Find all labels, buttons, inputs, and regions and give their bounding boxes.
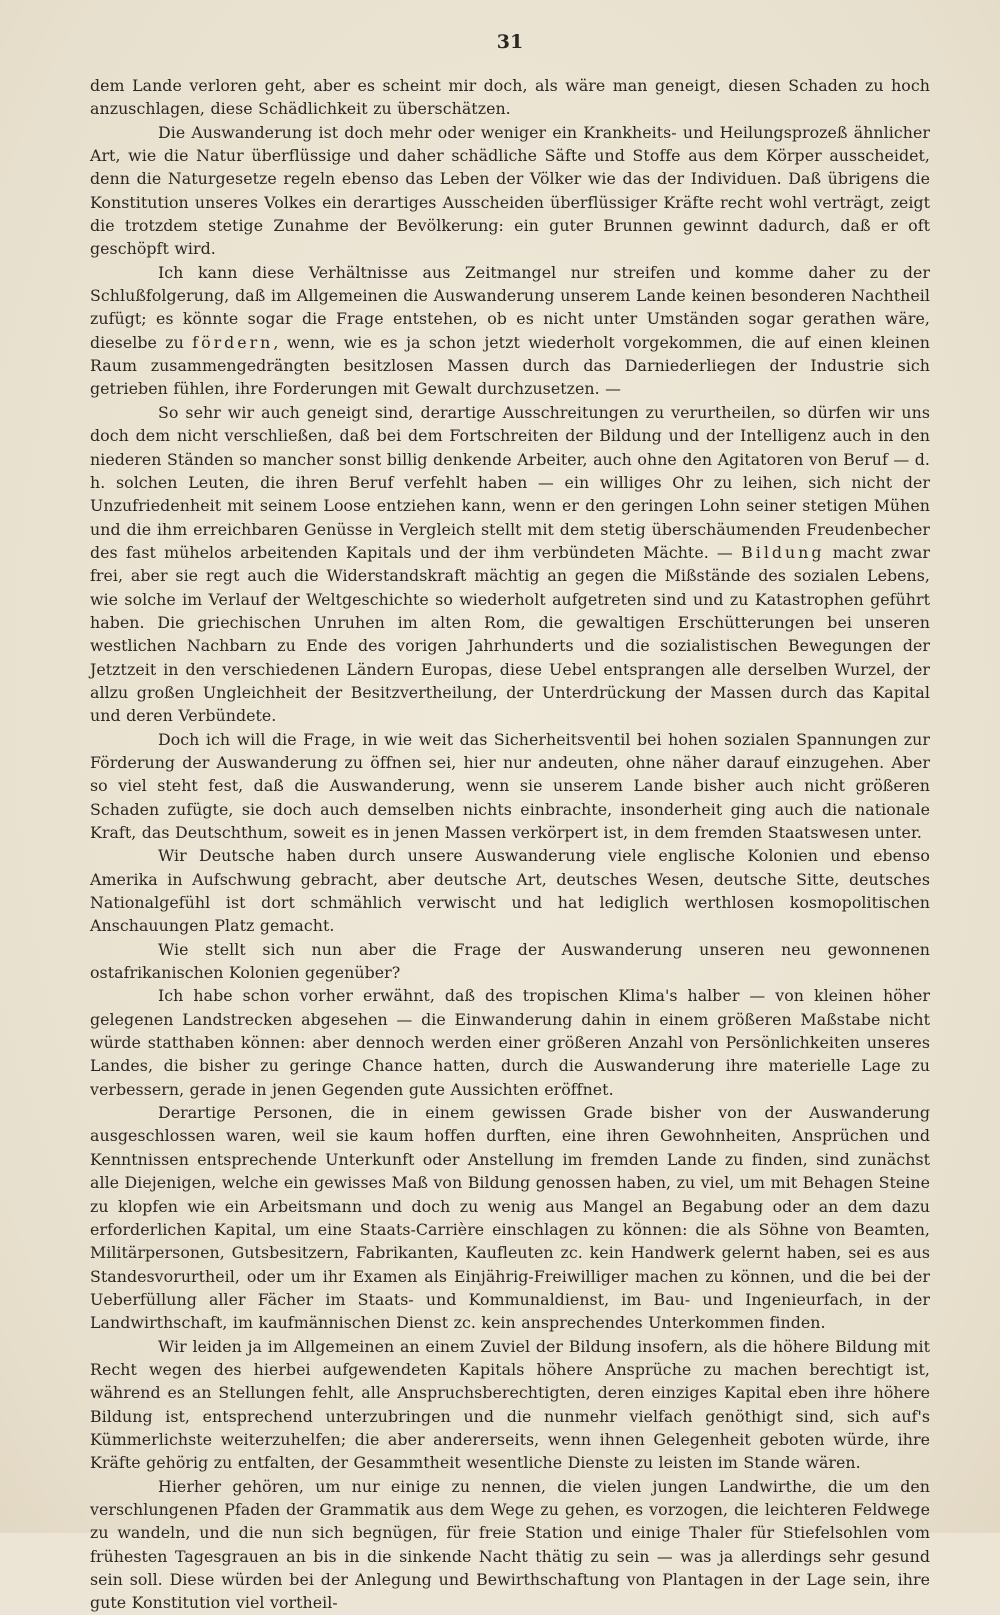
paragraph-text: Wir leiden ja im Allgemeinen an einem Zuviel der Bildung insofern, als die höhere Bildung mit Recht wegen des hierbei aufgewendeten Kapitals höhere Ansprüche zu machen berechtigt ist, während es an Stellungen fehlt, alle Anspruchsberechtigten, deren einziges Kapital eben ihre höhere Bildung ist, entsprechend unterzubringen und die nunmehr vielfach genöthigt sind, sich auf's Kümmerlichste weiterzuhelfen; die aber andererseits, wenn ihnen Gelegenheit geboten würde, ihre Kräfte gehörig zu entfalten, der Gesammtheit wesentliche Dienste zu leisten im Stande wären. — [90, 1336, 930, 1473]
paragraph-text: Ich kann diese Verhältnisse aus Zeitmangel nur streifen und komme daher zu der Schlußfolgerung, daß im Allgemeinen die Auswanderung unserem Lande keinen besonderen Nachtheil zufügt; es könnte sogar die Frage entstehen, ob es nicht unter Umständen sogar gerathen wäre, dieselbe zu — [90, 262, 930, 352]
paragraph — [90, 728, 930, 845]
paragraph-text: dem Lande verloren geht, aber es scheint mir doch, als wäre man geneigt, diesen Schaden zu hoch anzuschlagen, diese Schädlichkeit zu überschätzen. — [90, 76, 930, 119]
paragraph — [90, 844, 930, 937]
paragraph-text: macht zwar frei, aber sie regt auch die Widerstandskraft mächtig an gegen die Mißstände des sozialen Lebens, wie solche im Verlauf der Weltgeschichte so wiederholt aufgetreten sind und zu Katastrophen geführt haben. Die griechischen Unruhen im alten Rom, die gewaltigen Erschütterungen bei unseren westlichen Nachbarn zu Ende des vorigen Jahrhunderts und die sozialistischen Bewegungen der Jetztzeit in den verschiedenen Ländern Europas, diese Uebel entsprangen alle derselben Wurzel, der allzu großen Ungleichheit der Besitzvertheilung, der Unterdrückung der Massen durch das Kapital und deren Verbündete. — [90, 542, 930, 726]
paragraph-text: Hierher gehören, um nur einige zu nennen, die vielen jungen Landwirthe, die um den verschlungenen Pfaden der Grammatik aus dem Wege zu gehen, es vorzogen, die leichteren Feldwege zu wandeln, und die nun sich begnügen, für freie Station und einige Thaler für Stiefelsohlen vom frühesten Tagesgrauen an bis in die sinkende Nacht thätig zu sein — was ja allerdings sehr gesund sein soll. Diese würden bei der Anlegung und Bewirthschaftung von Plantagen in der Lage sein, ihre gute Konstitution viel vortheil- — [90, 1476, 930, 1613]
paragraph — [90, 938, 930, 985]
paragraph — [90, 121, 930, 261]
paragraph — [90, 984, 930, 1101]
paragraph — [90, 401, 930, 728]
paragraph — [90, 261, 930, 401]
paragraph-text: Doch ich will die Frage, in wie weit das Sicherheitsventil bei hohen sozialen Spannungen zur Förderung der Auswanderung zu öffnen sei, hier nur andeuten, ohne näher darauf einzugehen. Aber so viel steht fest, daß die Auswanderung, wenn sie unserem Lande bisher auch nicht größeren Schaden zufügte, sie doch auch demselben nichts einbrachte, insonderheit ging auch die nationale Kraft, das Deutschthum, soweit es in jenen Massen verkörpert ist, in dem fremden Staatswesen unter. — [90, 729, 930, 842]
page-number: 31 — [496, 31, 524, 53]
paragraph — [90, 1101, 930, 1334]
paragraph-text: So sehr wir auch geneigt sind, derartige Ausschreitungen zu verurtheilen, so dürfen wir uns doch dem nicht verschließen, daß bei dem Fortschreiten der Bildung und der Intelligenz auch in den niederen Ständen so mancher sonst billig denkende Arbeiter, auch ohne den Agitatoren von Beruf — d. h. solchen Leuten, die ihren Beruf verfehlt haben — ein williges Ohr zu leihen, sich nicht der Unzufriedenheit mit seinem Loose entziehen kann, wenn er den geringen Lohn seiner stetigen Mühen und die ihm erreichbaren Genüsse in Vergleich stellt mit dem stetig überschäumenden Freudenbecher des fast mühelos arbeitenden Kapitals und der ihm verbündeten Mächte. — — [90, 402, 930, 562]
paragraph-text: Ich habe schon vorher erwähnt, daß des tropischen Klima's halber — von kleinen höher gelegenen Landstrecken abgesehen — die Einwanderung dahin in einem größeren Maßstabe nicht würde statthaben können: aber dennoch werden einer größeren Anzahl von Persönlichkeiten unseres Landes, die bisher zu geringe Chance hatten, durch die Auswanderung ihre materielle Lage zu verbessern, gerade in jenen Gegenden gute Aussichten eröffnet. — [90, 986, 930, 1099]
body-text — [90, 74, 930, 1615]
emphasized-text: Bildung — [741, 542, 825, 562]
paragraph-text: Wie stellt sich nun aber die Frage der Auswanderung unseren neu gewonnenen ostafrikanischen Kolonien gegenüber? — [90, 939, 930, 983]
paragraph — [90, 74, 930, 121]
paragraph-text: Derartige Personen, die in einem gewissen Grade bisher von der Auswanderung ausgeschlossen waren, weil sie kaum hoffen durften, eine ihren Gewohnheiten, Ansprüchen und Kenntnissen entsprechende Unterkunft oder Anstellung im fremden Lande zu finden, sind zunächst alle Diejenigen, welche ein gewisses Maß von Bildung genossen haben, zu viel, um mit Behagen Steine zu klopfen wie ein Arbeitsmann und doch zu wenig aus Mangel an Begabung oder an dem dazu erforderlichen Kapital, um eine Staats-Carrière einschlagen zu können: die als Söhne von Beamten, Militärpersonen, Gutsbesitzern, Fabrikanten, Kaufleuten zc. kein Handwerk gelernt haben, sei es aus Standesvorurtheil, oder um ihr Examen als Einjährig-Freiwilliger machen zu können, und die bei der Ueberfüllung aller Fächer im Staats- und Kommunaldienst, im Bau- und Ingenieurfach, in der Landwirthschaft, im kaufmännischen Dienst zc. kein ansprechendes Unterkommen finden. — [90, 1103, 930, 1333]
paragraph — [90, 1475, 930, 1615]
paragraph-text: Die Auswanderung ist doch mehr oder weniger ein Krankheits- und Heilungsprozeß ähnlicher Art, wie die Natur überflüssige und daher schädliche Säfte und Stoffe aus dem Körper ausscheidet, denn die Naturgesetze regeln ebenso das Leben der Völker wie das der Individuen. Daß übrigens die Konstitution unseres Volkes ein derartiges Ausscheiden überflüssiger Kräfte recht wohl verträgt, zeigt die trotzdem stetige Zunahme der Bevölkerung: ein guter Brunnen gewinnt dadurch, daß er oft geschöpft wird. — [90, 122, 930, 259]
paragraph-text: , wenn, wie es ja schon jetzt wiederholt vorgekommen, die auf einen kleinen Raum zusammengedrängten besitzlosen Massen durch das Darniederliegen der Industrie sich getrieben fühlen, ihre Forderungen mit Gewalt durchzusetzen. — — [90, 332, 930, 399]
paragraph — [90, 1335, 930, 1475]
paragraph-text: Wir Deutsche haben durch unsere Auswanderung viele englische Kolonien und ebenso Amerika in Aufschwung gebracht, aber deutsche Art, deutsches Wesen, deutsche Sitte, deutsches Nationalgefühl ist dort schmählich verwischt und hat lediglich werthlosen kosmopolitischen Anschauungen Platz gemacht. — [90, 846, 930, 936]
emphasized-text: fördern — [192, 332, 274, 352]
